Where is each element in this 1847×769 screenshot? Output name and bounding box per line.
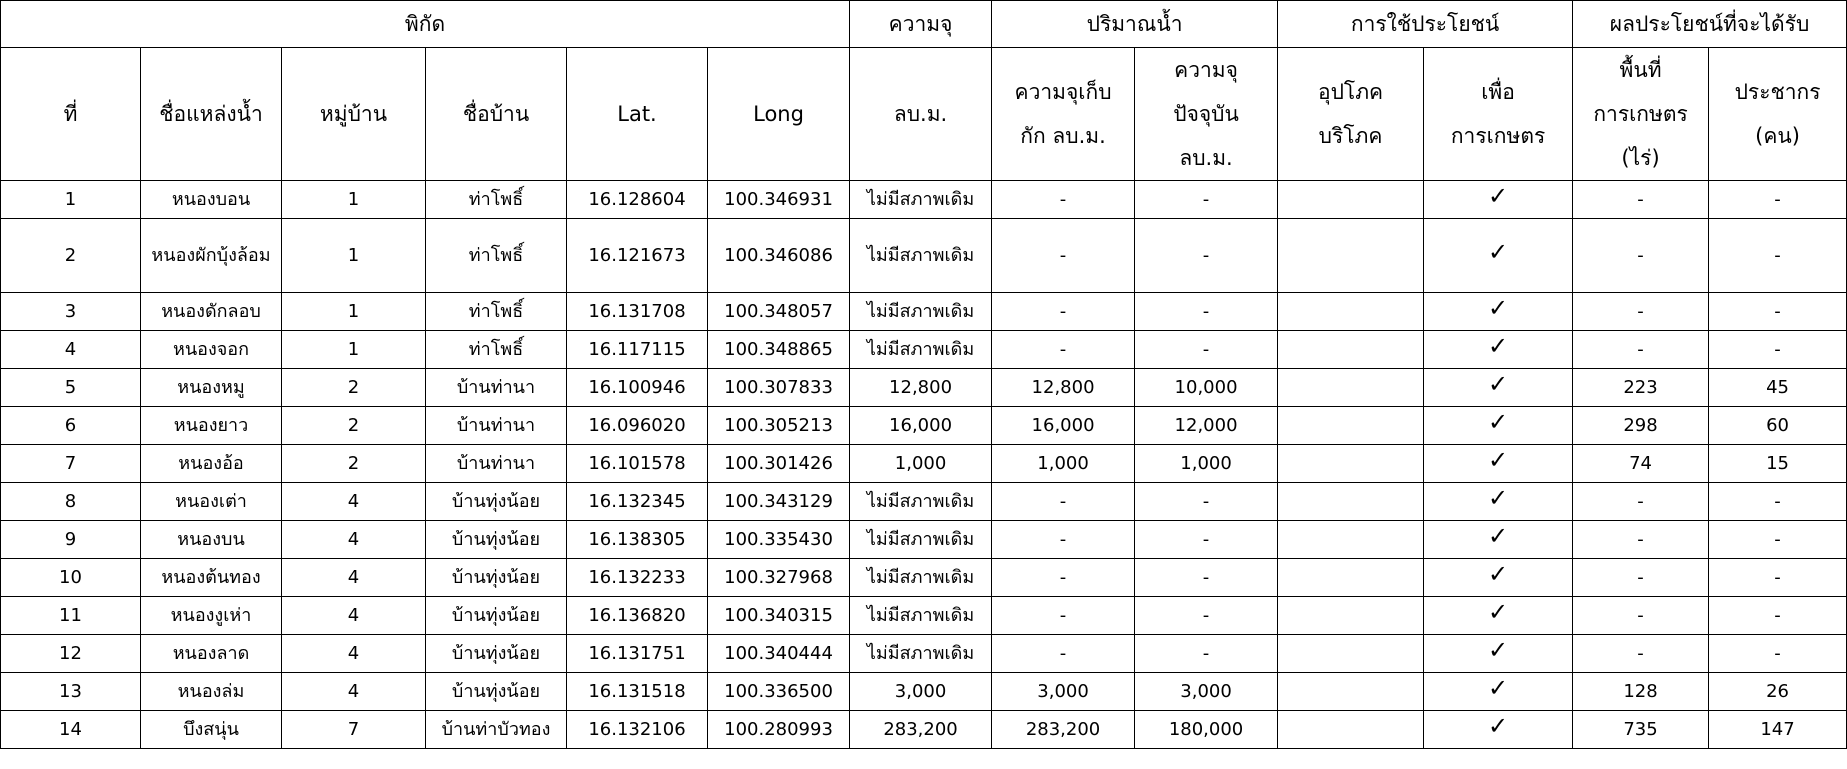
cell-lat: 16.101578 [567,445,708,483]
cell-lat: 16.121673 [567,219,708,293]
cell-lat: 16.132233 [567,559,708,597]
cell-capacity: ไม่มีสภาพเดิม [850,483,992,521]
cell-agriculture [1424,635,1573,673]
cell-no: 9 [1,521,141,559]
cell-no: 8 [1,483,141,521]
cell-current-capacity: - [1135,559,1278,597]
check-mark-icon: ✓ [1487,293,1509,322]
cell-consumption [1278,369,1424,407]
cell-farm-area: - [1573,521,1709,559]
cell-agriculture [1424,369,1573,407]
cell-farm-area: - [1573,483,1709,521]
col-population-line: (คน) [1755,124,1800,148]
col-long: Long [708,48,850,181]
header-benefits: ผลประโยชน์ที่จะได้รับ [1573,1,1847,48]
cell-population: - [1709,331,1847,369]
col-farm-area-line: (ไร่) [1621,146,1660,170]
col-storage-capacity [992,48,1135,181]
cell-current-capacity: - [1135,219,1278,293]
cell-lat: 16.132345 [567,483,708,521]
cell-agriculture [1424,711,1573,749]
cell-moo: 1 [282,293,426,331]
col-current-capacity [1135,48,1278,181]
cell-no: 1 [1,181,141,219]
col-consumption [1278,48,1424,181]
cell-agriculture [1424,597,1573,635]
cell-lat: 16.128604 [567,181,708,219]
check-mark-icon: ✓ [1487,369,1509,398]
cell-storage-capacity: 3,000 [992,673,1135,711]
cell-moo: 1 [282,219,426,293]
cell-farm-area: 735 [1573,711,1709,749]
cell-village-name: บ้านท่าบัวทอง [426,711,567,749]
cell-moo: 2 [282,407,426,445]
col-no: ที่ [1,48,141,181]
cell-agriculture [1424,445,1573,483]
cell-moo: 4 [282,521,426,559]
cell-village-name: ท่าโพธิ์ [426,293,567,331]
cell-current-capacity: - [1135,331,1278,369]
table-body [1,181,1847,749]
cell-village-name: บ้านท่านา [426,369,567,407]
cell-no: 14 [1,711,141,749]
cell-moo: 2 [282,445,426,483]
cell-farm-area: - [1573,559,1709,597]
col-current-capacity-line: ความจุ [1174,58,1238,82]
cell-population: - [1709,559,1847,597]
cell-no: 7 [1,445,141,483]
cell-farm-area: - [1573,635,1709,673]
cell-consumption [1278,331,1424,369]
cell-long: 100.340315 [708,597,850,635]
cell-current-capacity: 1,000 [1135,445,1278,483]
cell-water-source-name: หนองยาว [141,407,282,445]
cell-water-source-name: หนองลาด [141,635,282,673]
cell-population: 60 [1709,407,1847,445]
header-capacity: ความจุ [850,1,992,48]
cell-village-name: บ้านท่านา [426,445,567,483]
cell-long: 100.280993 [708,711,850,749]
cell-lat: 16.117115 [567,331,708,369]
cell-moo: 2 [282,369,426,407]
col-moo: หมู่บ้าน [282,48,426,181]
cell-lat: 16.131708 [567,293,708,331]
cell-population: 147 [1709,711,1847,749]
cell-moo: 1 [282,181,426,219]
cell-agriculture [1424,483,1573,521]
check-mark-icon: ✓ [1487,237,1509,266]
cell-lat: 16.136820 [567,597,708,635]
cell-long: 100.305213 [708,407,850,445]
cell-capacity: ไม่มีสภาพเดิม [850,219,992,293]
cell-long: 100.336500 [708,673,850,711]
col-population-line: ประชากร [1734,80,1821,104]
col-village-name: ชื่อบ้าน [426,48,567,181]
header-water-volume: ปริมาณน้ำ [992,1,1278,48]
table-row [1,711,1847,749]
cell-capacity: 283,200 [850,711,992,749]
col-farm-area-line: พื้นที่ [1619,58,1662,82]
table-row [1,293,1847,331]
cell-current-capacity: - [1135,293,1278,331]
cell-village-name: บ้านทุ่งน้อย [426,559,567,597]
cell-current-capacity: - [1135,521,1278,559]
cell-lat: 16.131751 [567,635,708,673]
cell-village-name: ท่าโพธิ์ [426,219,567,293]
cell-capacity: 1,000 [850,445,992,483]
cell-farm-area: 128 [1573,673,1709,711]
cell-farm-area: - [1573,181,1709,219]
cell-lat: 16.131518 [567,673,708,711]
cell-water-source-name: หนองดักลอบ [141,293,282,331]
col-farm-area-line: การเกษตร [1593,102,1688,126]
col-current-capacity-line: ปัจจุบัน [1173,102,1239,126]
cell-population: 15 [1709,445,1847,483]
check-mark-icon: ✓ [1487,635,1509,664]
cell-agriculture [1424,293,1573,331]
table-row [1,445,1847,483]
cell-consumption [1278,483,1424,521]
cell-storage-capacity: 283,200 [992,711,1135,749]
cell-long: 100.343129 [708,483,850,521]
cell-water-source-name: หนองงูเห่า [141,597,282,635]
cell-capacity: 3,000 [850,673,992,711]
cell-lat: 16.132106 [567,711,708,749]
table-row [1,521,1847,559]
cell-consumption [1278,635,1424,673]
cell-population: - [1709,483,1847,521]
col-farm-area [1573,48,1709,181]
cell-moo: 4 [282,635,426,673]
cell-consumption [1278,293,1424,331]
table-row [1,407,1847,445]
cell-storage-capacity: - [992,559,1135,597]
cell-current-capacity: - [1135,483,1278,521]
cell-long: 100.346086 [708,219,850,293]
cell-farm-area: - [1573,219,1709,293]
cell-agriculture [1424,673,1573,711]
cell-village-name: บ้านท่านา [426,407,567,445]
cell-long: 100.340444 [708,635,850,673]
check-mark-icon: ✓ [1487,559,1509,588]
cell-long: 100.307833 [708,369,850,407]
cell-moo: 4 [282,559,426,597]
cell-agriculture [1424,181,1573,219]
cell-water-source-name: หนองผักบุ้งล้อม [141,219,282,293]
cell-capacity: ไม่มีสภาพเดิม [850,293,992,331]
table-header [1,1,1847,181]
table-row [1,369,1847,407]
cell-village-name: บ้านทุ่งน้อย [426,597,567,635]
col-consumption-line: บริโภค [1318,124,1383,148]
cell-capacity: ไม่มีสภาพเดิม [850,597,992,635]
cell-capacity: 12,800 [850,369,992,407]
cell-no: 12 [1,635,141,673]
cell-current-capacity: 12,000 [1135,407,1278,445]
cell-current-capacity: - [1135,635,1278,673]
cell-water-source-name: หนองล่ม [141,673,282,711]
cell-lat: 16.096020 [567,407,708,445]
cell-village-name: บ้านทุ่งน้อย [426,483,567,521]
col-storage-capacity-line: กัก ลบ.ม. [1020,124,1106,148]
cell-no: 11 [1,597,141,635]
table-row [1,673,1847,711]
cell-no: 10 [1,559,141,597]
check-mark-icon: ✓ [1487,181,1509,210]
table-row [1,559,1847,597]
cell-long: 100.346931 [708,181,850,219]
cell-storage-capacity: - [992,483,1135,521]
table-row [1,331,1847,369]
cell-water-source-name: หนองบน [141,521,282,559]
cell-moo: 1 [282,331,426,369]
cell-no: 4 [1,331,141,369]
cell-population: 45 [1709,369,1847,407]
cell-no: 2 [1,219,141,293]
cell-agriculture [1424,559,1573,597]
cell-storage-capacity: - [992,597,1135,635]
cell-agriculture [1424,521,1573,559]
cell-village-name: ท่าโพธิ์ [426,331,567,369]
cell-population: - [1709,597,1847,635]
cell-agriculture [1424,407,1573,445]
cell-long: 100.301426 [708,445,850,483]
cell-agriculture [1424,331,1573,369]
cell-moo: 4 [282,673,426,711]
col-lat: Lat. [567,48,708,181]
cell-farm-area: 298 [1573,407,1709,445]
cell-lat: 16.138305 [567,521,708,559]
table-row [1,597,1847,635]
cell-capacity: ไม่มีสภาพเดิม [850,521,992,559]
col-current-capacity-line: ลบ.ม. [1179,146,1233,170]
header-coordinates: พิกัด [1,1,850,48]
check-mark-icon: ✓ [1487,407,1509,436]
col-water-source-name: ชื่อแหล่งน้ำ [141,48,282,181]
cell-population: 26 [1709,673,1847,711]
check-mark-icon: ✓ [1487,331,1509,360]
header-usage: การใช้ประโยชน์ [1278,1,1573,48]
cell-consumption [1278,219,1424,293]
cell-consumption [1278,597,1424,635]
col-agriculture [1424,48,1573,181]
cell-current-capacity: 180,000 [1135,711,1278,749]
cell-long: 100.348865 [708,331,850,369]
col-population [1709,48,1847,181]
cell-no: 3 [1,293,141,331]
check-mark-icon: ✓ [1487,445,1509,474]
cell-village-name: บ้านทุ่งน้อย [426,635,567,673]
cell-consumption [1278,181,1424,219]
check-mark-icon: ✓ [1487,711,1509,740]
cell-population: - [1709,293,1847,331]
cell-current-capacity: - [1135,181,1278,219]
cell-no: 5 [1,369,141,407]
table-row [1,483,1847,521]
cell-water-source-name: หนองต้นทอง [141,559,282,597]
cell-farm-area: - [1573,293,1709,331]
cell-storage-capacity: 12,800 [992,369,1135,407]
cell-storage-capacity: - [992,521,1135,559]
cell-consumption [1278,711,1424,749]
cell-population: - [1709,181,1847,219]
cell-consumption [1278,407,1424,445]
cell-water-source-name: หนองเต่า [141,483,282,521]
cell-population: - [1709,635,1847,673]
cell-water-source-name: หนองบอน [141,181,282,219]
cell-population: - [1709,521,1847,559]
cell-water-source-name: หนองอ้อ [141,445,282,483]
cell-farm-area: 74 [1573,445,1709,483]
cell-storage-capacity: 1,000 [992,445,1135,483]
cell-population: - [1709,219,1847,293]
cell-long: 100.348057 [708,293,850,331]
cell-consumption [1278,559,1424,597]
cell-current-capacity: 10,000 [1135,369,1278,407]
table-row [1,181,1847,219]
cell-agriculture [1424,219,1573,293]
cell-capacity: ไม่มีสภาพเดิม [850,331,992,369]
cell-farm-area: - [1573,331,1709,369]
cell-village-name: บ้านทุ่งน้อย [426,673,567,711]
cell-village-name: ท่าโพธิ์ [426,181,567,219]
cell-consumption [1278,521,1424,559]
cell-storage-capacity: - [992,635,1135,673]
check-mark-icon: ✓ [1487,521,1509,550]
table-row [1,635,1847,673]
cell-long: 100.327968 [708,559,850,597]
cell-storage-capacity: 16,000 [992,407,1135,445]
cell-water-source-name: หนองหมู [141,369,282,407]
header-group-row [1,1,1847,48]
cell-consumption [1278,445,1424,483]
cell-moo: 7 [282,711,426,749]
cell-storage-capacity: - [992,181,1135,219]
cell-consumption [1278,673,1424,711]
cell-storage-capacity: - [992,331,1135,369]
cell-water-source-name: บึงสนุ่น [141,711,282,749]
cell-capacity: ไม่มีสภาพเดิม [850,635,992,673]
cell-farm-area: 223 [1573,369,1709,407]
col-consumption-line: อุปโภค [1317,80,1384,104]
cell-lat: 16.100946 [567,369,708,407]
check-mark-icon: ✓ [1487,597,1509,626]
col-agriculture-line: เพื่อ [1481,80,1515,104]
check-mark-icon: ✓ [1487,483,1509,512]
cell-storage-capacity: - [992,219,1135,293]
cell-long: 100.335430 [708,521,850,559]
cell-storage-capacity: - [992,293,1135,331]
cell-current-capacity: 3,000 [1135,673,1278,711]
cell-no: 13 [1,673,141,711]
cell-village-name: บ้านทุ่งน้อย [426,521,567,559]
cell-capacity: ไม่มีสภาพเดิม [850,559,992,597]
cell-capacity: 16,000 [850,407,992,445]
col-storage-capacity-line: ความจุเก็บ [1014,80,1112,104]
cell-current-capacity: - [1135,597,1278,635]
cell-water-source-name: หนองจอก [141,331,282,369]
cell-no: 6 [1,407,141,445]
col-agriculture-line: การเกษตร [1450,124,1546,148]
col-capacity-unit: ลบ.ม. [850,48,992,181]
cell-moo: 4 [282,483,426,521]
header-column-row [1,48,1847,181]
cell-farm-area: - [1573,597,1709,635]
check-mark-icon: ✓ [1487,673,1509,702]
cell-capacity: ไม่มีสภาพเดิม [850,181,992,219]
table-row [1,219,1847,293]
cell-moo: 4 [282,597,426,635]
